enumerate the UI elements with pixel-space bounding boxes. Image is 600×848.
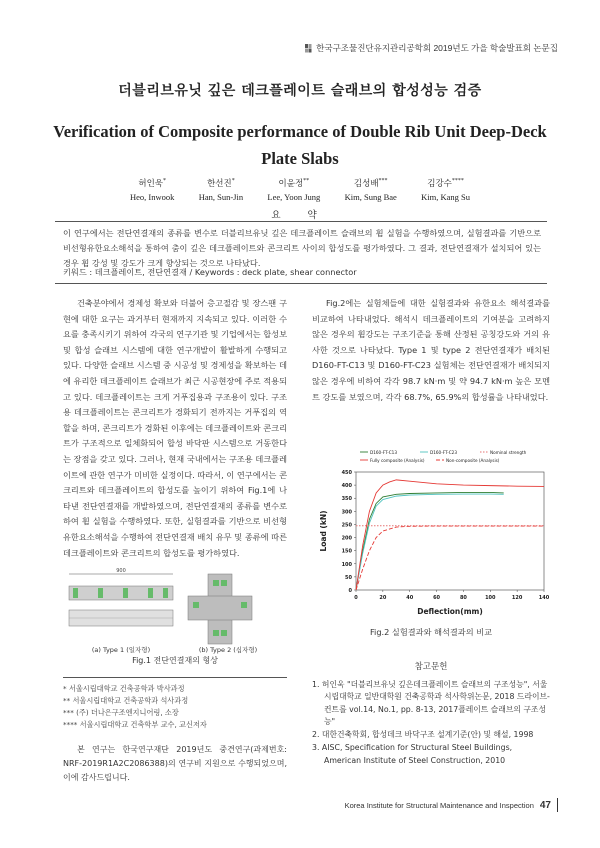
y-tick-label: 0 [348, 588, 352, 594]
footnote: **** 서울시립대학교 건축학부 교수, 교신저자 [63, 720, 207, 729]
y-tick-label: 450 [341, 470, 352, 476]
author: 한선진* Han, Sun-Jin [198, 178, 244, 202]
x-tick-label: 140 [538, 595, 550, 601]
author: 이윤정** Lee, Yoon Jung [267, 178, 321, 202]
body-right-column: Fig.2에는 실험체들에 대한 실험결과와 유한요소 해석결과를 비교하여 나타내었다. 해석시 데크플레이트의 기여분을 고려하지 않은 경우의 휨강도는 구조기준을 통해 산정된 공칭강도와 거의 유사한 것으로 나타났다. Type 1 및 type 2 전단연결재가 배치된 D160-FT-C13 및 D160-FT-C23 실험체는 전단연결재가 배치되지 않은 경우에 비하여 각각 98.7 kN·m 및 약 94.7 kN·m 높은 모멘트 강도를 보였으며, 각각 68.7%, 65.9%의 합성률을 나타내었다. [312, 298, 550, 402]
divider [55, 221, 547, 222]
fig1-caption-a: (a) Type 1 (일자형) [91, 646, 151, 654]
fig1-caption-b: (b) Type 2 (십자형) [198, 646, 258, 654]
y-tick-label: 250 [341, 522, 352, 529]
legend-label: Non-composite (Analysis) [446, 457, 500, 463]
x-tick-label: 40 [406, 595, 414, 601]
series-line [356, 494, 504, 590]
author: 김강수**** Kim, Kang Su [421, 178, 470, 202]
x-tick-label: 100 [485, 595, 496, 601]
legend-label: Nominal strength [490, 449, 527, 455]
footnotes [63, 683, 287, 731]
y-tick-label: 100 [341, 561, 352, 568]
reference-list [312, 679, 550, 768]
y-axis-label: Load (kN) [319, 510, 328, 552]
author-list [130, 175, 470, 204]
references-heading: 참고문헌 [414, 662, 448, 672]
y-tick-label: 400 [341, 483, 352, 490]
legend-label: Fully composite (Analysis) [370, 457, 425, 463]
y-tick-label: 300 [341, 509, 352, 516]
keywords: 키워드 : 데크플레이트, 전단연결재 / Keywords : deck plate, shear connector [63, 267, 357, 277]
figure-1-shear-connectors [63, 566, 287, 656]
x-tick-label: 20 [379, 595, 387, 601]
body-left-column: 건축분야에서 경제성 확보와 더불어 층고절감 및 장스팬 구현에 대한 요구는 과거부터 현재까지 지속되고 있다. 이러한 수요를 충족시키기 위하여 각국의 연구기관 및 기업에서는 합성보 및 합성 슬래브 시스템에 대한 연구개발이 활발하게 수행되고 있다. 다양한 슬래브 시스템 중 시공성 및 경제성을 확보하는 데에 유리한 데크플레이트 슬래브가 최근 시공현장에 주로 적용되고 있다. 데크플레이트는 크게 거푸집용과 구조용이 있다. 구조용 데크플레이트는 콘크리트가 경화되기 전까지는 거푸집의 역할을 하며, 콘크리트가 경화된 이후에는 데크플레이트와 콘크리트가 구조적으로 일체화되어 합성 바닥판 시스템으로 거동한다는 장점을 갖고 있다. 그러나, 현재 국내에서는 구조용 데크플레이트에 관한 연구가 미비한 실정이다. 따라서, 이 연구에서는 콘크리트와 데크플레이트의 합성도를 높이기 위하여 Fig.1에 나타낸 전단연결재를 개발하였으며, 전단연결재의 종류를 변수로 하여 휨 실험을 수행하였다. 또한, 실험결과를 기반으로 비선형 유한요소해석을 수행하여 전단연결재 배치 유무 및 종류에 따른 데크플레이트와 콘크리트의 합성도를 평가하였다. [63, 298, 287, 558]
journal-mark-icon [305, 44, 312, 53]
footnote: * 서울시립대학교 건축공학과 박사과정 [63, 684, 185, 693]
reference-item: 3. AISC, Specification for Structural Steel Buildings, American Institute of Steel Construction, 2010 [312, 743, 513, 765]
footnote: *** (주) 더나은구조엔지니어링, 소장 [63, 708, 179, 717]
footer-text: Korea Institute for Structural Maintenance and Inspection [344, 800, 534, 810]
reference-item: 1. 허인욱 "더블리브유닛 깊은데크플레이트 슬래브의 구조성능", 서울시립대학교 일반대학원 건축공학과 석사학위논문, 2018 드라이브-컨트롤 vol.14, No.1, pp. 8-13, 2017플레이트 슬래브의 구조성능" [312, 680, 550, 726]
page-footer [345, 798, 558, 812]
x-tick-label: 120 [511, 595, 523, 601]
y-tick-label: 200 [341, 535, 352, 542]
footnote-divider [63, 677, 287, 678]
legend-label: D160-FT-C23 [430, 449, 457, 455]
x-axis-label: Deflection(mm) [417, 607, 483, 616]
x-tick-label: 0 [354, 595, 358, 601]
x-tick-label: 80 [459, 595, 467, 601]
y-tick-label: 150 [341, 548, 352, 555]
legend-label: D160-FT-C13 [370, 449, 397, 455]
abstract-heading: 요 약 [271, 210, 329, 221]
abstract-text: 이 연구에서는 전단연결재의 종류를 변수로 더블리브유닛 깊은 데크플레이트 슬래브의 휨 실험을 수행하였으며, 실험결과를 기반으로 비선형유한요소해석을 통하여 춤이 깊은 데크플레이트와 콘크리트 사이의 합성도를 평가하였다. 그 결과, 전단연결재가 설치되어 있는 경우 휨 강성 및 강도가 크게 향상되는 것으로 나타났다. [63, 228, 541, 268]
title-korean: 더블리브유닛 깊은 데크플레이트 슬래브의 합성성능 검증 [118, 83, 482, 99]
series-line [356, 492, 504, 590]
page-number: 47 [539, 799, 551, 811]
reference-item: 2. 대한건축학회, 합성데크 바닥구조 설계기준(안) 및 해설, 1998 [312, 730, 534, 740]
author: 김성배*** Kim, Sung Bae [344, 178, 397, 202]
figure-1-caption: Fig.1 전단연결재의 형상 [132, 656, 218, 665]
divider [55, 283, 547, 284]
footer-divider [557, 798, 558, 812]
acknowledgement: 본 연구는 한국연구재단 2019년도 중견연구(과제번호: NRF-2019R1A2C2086388)의 연구비 지원으로 수행되었으며, 이에 감사드립니다. [63, 745, 287, 782]
series-line [356, 526, 544, 590]
author: 허인욱* Heo, Inwook [130, 178, 175, 202]
figure-2-caption: Fig.2 실험결과와 해석결과의 비교 [369, 627, 493, 637]
y-tick-label: 350 [341, 496, 352, 503]
footnote: ** 서울시립대학교 건축공학과 석사과정 [63, 696, 189, 705]
running-header [305, 42, 558, 54]
x-tick-label: 60 [433, 595, 441, 601]
load-deflection-chart [312, 448, 552, 618]
title-english: Verification of Composite performance of Double Rib Unit Deep-Deck Plate Slabs [53, 122, 547, 168]
y-tick-label: 50 [345, 574, 352, 581]
header-text: 한국구조물진단유지관리공학회 2019년도 가을 학술발표회 논문집 [316, 43, 558, 53]
dimension-label: 900 [116, 568, 126, 574]
